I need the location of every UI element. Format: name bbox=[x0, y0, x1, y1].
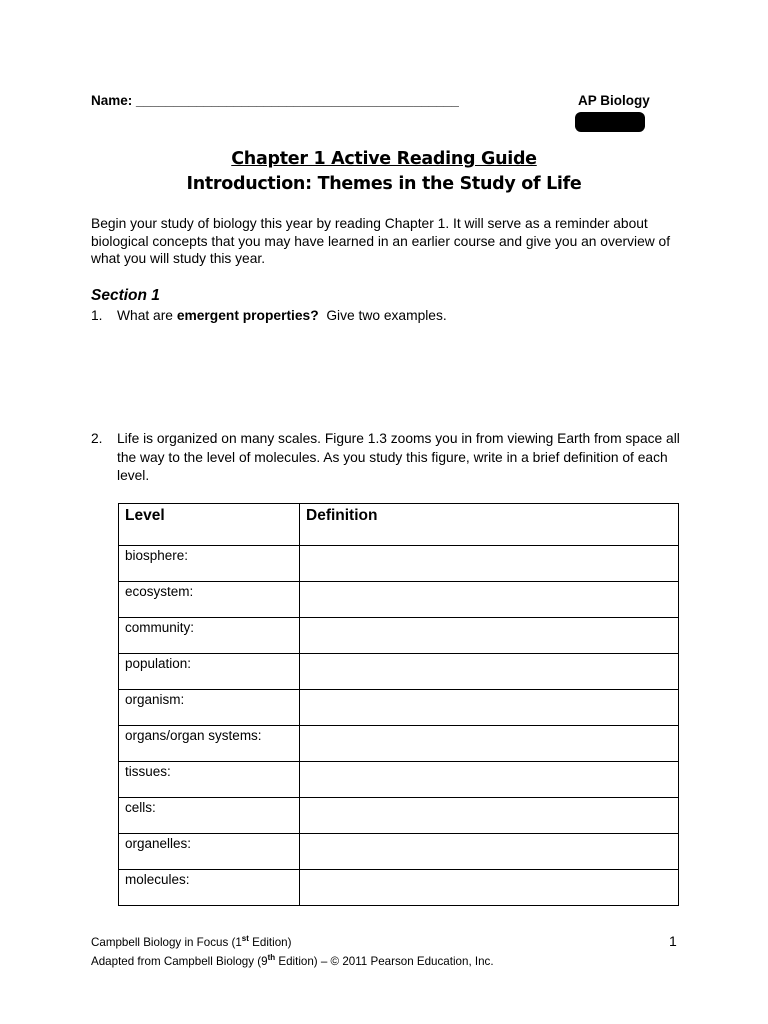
table-header-row bbox=[119, 504, 679, 546]
footer-source-line bbox=[91, 931, 681, 950]
footer-text: Adapted from Campbell Biology (9 bbox=[91, 954, 268, 968]
question-text: Give two examples. bbox=[318, 308, 447, 323]
section-heading: Section 1 bbox=[91, 287, 160, 304]
column-header-level: Level bbox=[119, 504, 300, 546]
question-term: emergent properties? bbox=[176, 308, 319, 323]
table-row bbox=[119, 726, 679, 762]
table-row bbox=[119, 690, 679, 726]
definition-cell[interactable] bbox=[300, 582, 679, 618]
page-number: 1 bbox=[669, 933, 677, 949]
title-chapter: Chapter 1 Active Reading Guide bbox=[231, 149, 537, 169]
definition-cell[interactable] bbox=[300, 834, 679, 870]
level-name: ecosystem: bbox=[119, 582, 300, 618]
level-name: organism: bbox=[119, 690, 300, 726]
table-row bbox=[119, 546, 679, 582]
definition-cell[interactable] bbox=[300, 618, 679, 654]
question-number: 1. bbox=[91, 308, 103, 323]
question-1 bbox=[91, 307, 681, 326]
level-name: tissues: bbox=[119, 762, 300, 798]
footer-superscript: st bbox=[241, 934, 249, 943]
footer-copyright-line bbox=[91, 950, 681, 969]
page-footer bbox=[91, 931, 681, 969]
level-name: population: bbox=[119, 654, 300, 690]
definition-cell[interactable] bbox=[300, 870, 679, 906]
table-row bbox=[119, 798, 679, 834]
table-row bbox=[119, 618, 679, 654]
table-row bbox=[119, 762, 679, 798]
level-name: organs/organ systems: bbox=[119, 726, 300, 762]
question-text: Life is organized on many scales. Figure 1.3 zooms you in from viewing Earth from space all the way to the level of molecules. As you study this figure, write in a brief definition of each level. bbox=[117, 431, 680, 483]
question-number: 2. bbox=[91, 431, 103, 446]
name-field-label: Name: ___________________________________________ bbox=[91, 93, 459, 108]
footer-superscript: th bbox=[267, 952, 276, 962]
intro-paragraph: Begin your study of biology this year by reading Chapter 1. It will serve as a reminder about biological concepts that you may have learned in an earlier course and give you an overview of what you will study this year. bbox=[91, 216, 671, 266]
definition-cell[interactable] bbox=[300, 654, 679, 690]
footer-text: Edition) bbox=[248, 935, 292, 949]
table-row bbox=[119, 834, 679, 870]
column-header-definition: Definition bbox=[300, 504, 679, 546]
page-title bbox=[0, 147, 768, 197]
table-row bbox=[119, 582, 679, 618]
table-row bbox=[119, 654, 679, 690]
course-label: AP Biology bbox=[578, 93, 650, 108]
definition-cell[interactable] bbox=[300, 762, 679, 798]
level-name: community: bbox=[119, 618, 300, 654]
level-name: molecules: bbox=[119, 870, 300, 906]
footer-text: Campbell Biology in Focus (1 bbox=[91, 935, 242, 949]
definition-cell[interactable] bbox=[300, 798, 679, 834]
definition-cell[interactable] bbox=[300, 546, 679, 582]
question-2 bbox=[91, 430, 681, 486]
level-name: cells: bbox=[119, 798, 300, 834]
footer-text: Edition) – © 2011 Pearson Education, Inc. bbox=[275, 954, 494, 968]
redaction-block bbox=[575, 112, 645, 132]
question-text: What are bbox=[117, 308, 177, 323]
level-name: organelles: bbox=[119, 834, 300, 870]
level-name: biosphere: bbox=[119, 546, 300, 582]
title-subtitle: Introduction: Themes in the Study of Life bbox=[186, 174, 582, 194]
definition-cell[interactable] bbox=[300, 726, 679, 762]
levels-table bbox=[118, 503, 679, 906]
definition-cell[interactable] bbox=[300, 690, 679, 726]
table-row bbox=[119, 870, 679, 906]
